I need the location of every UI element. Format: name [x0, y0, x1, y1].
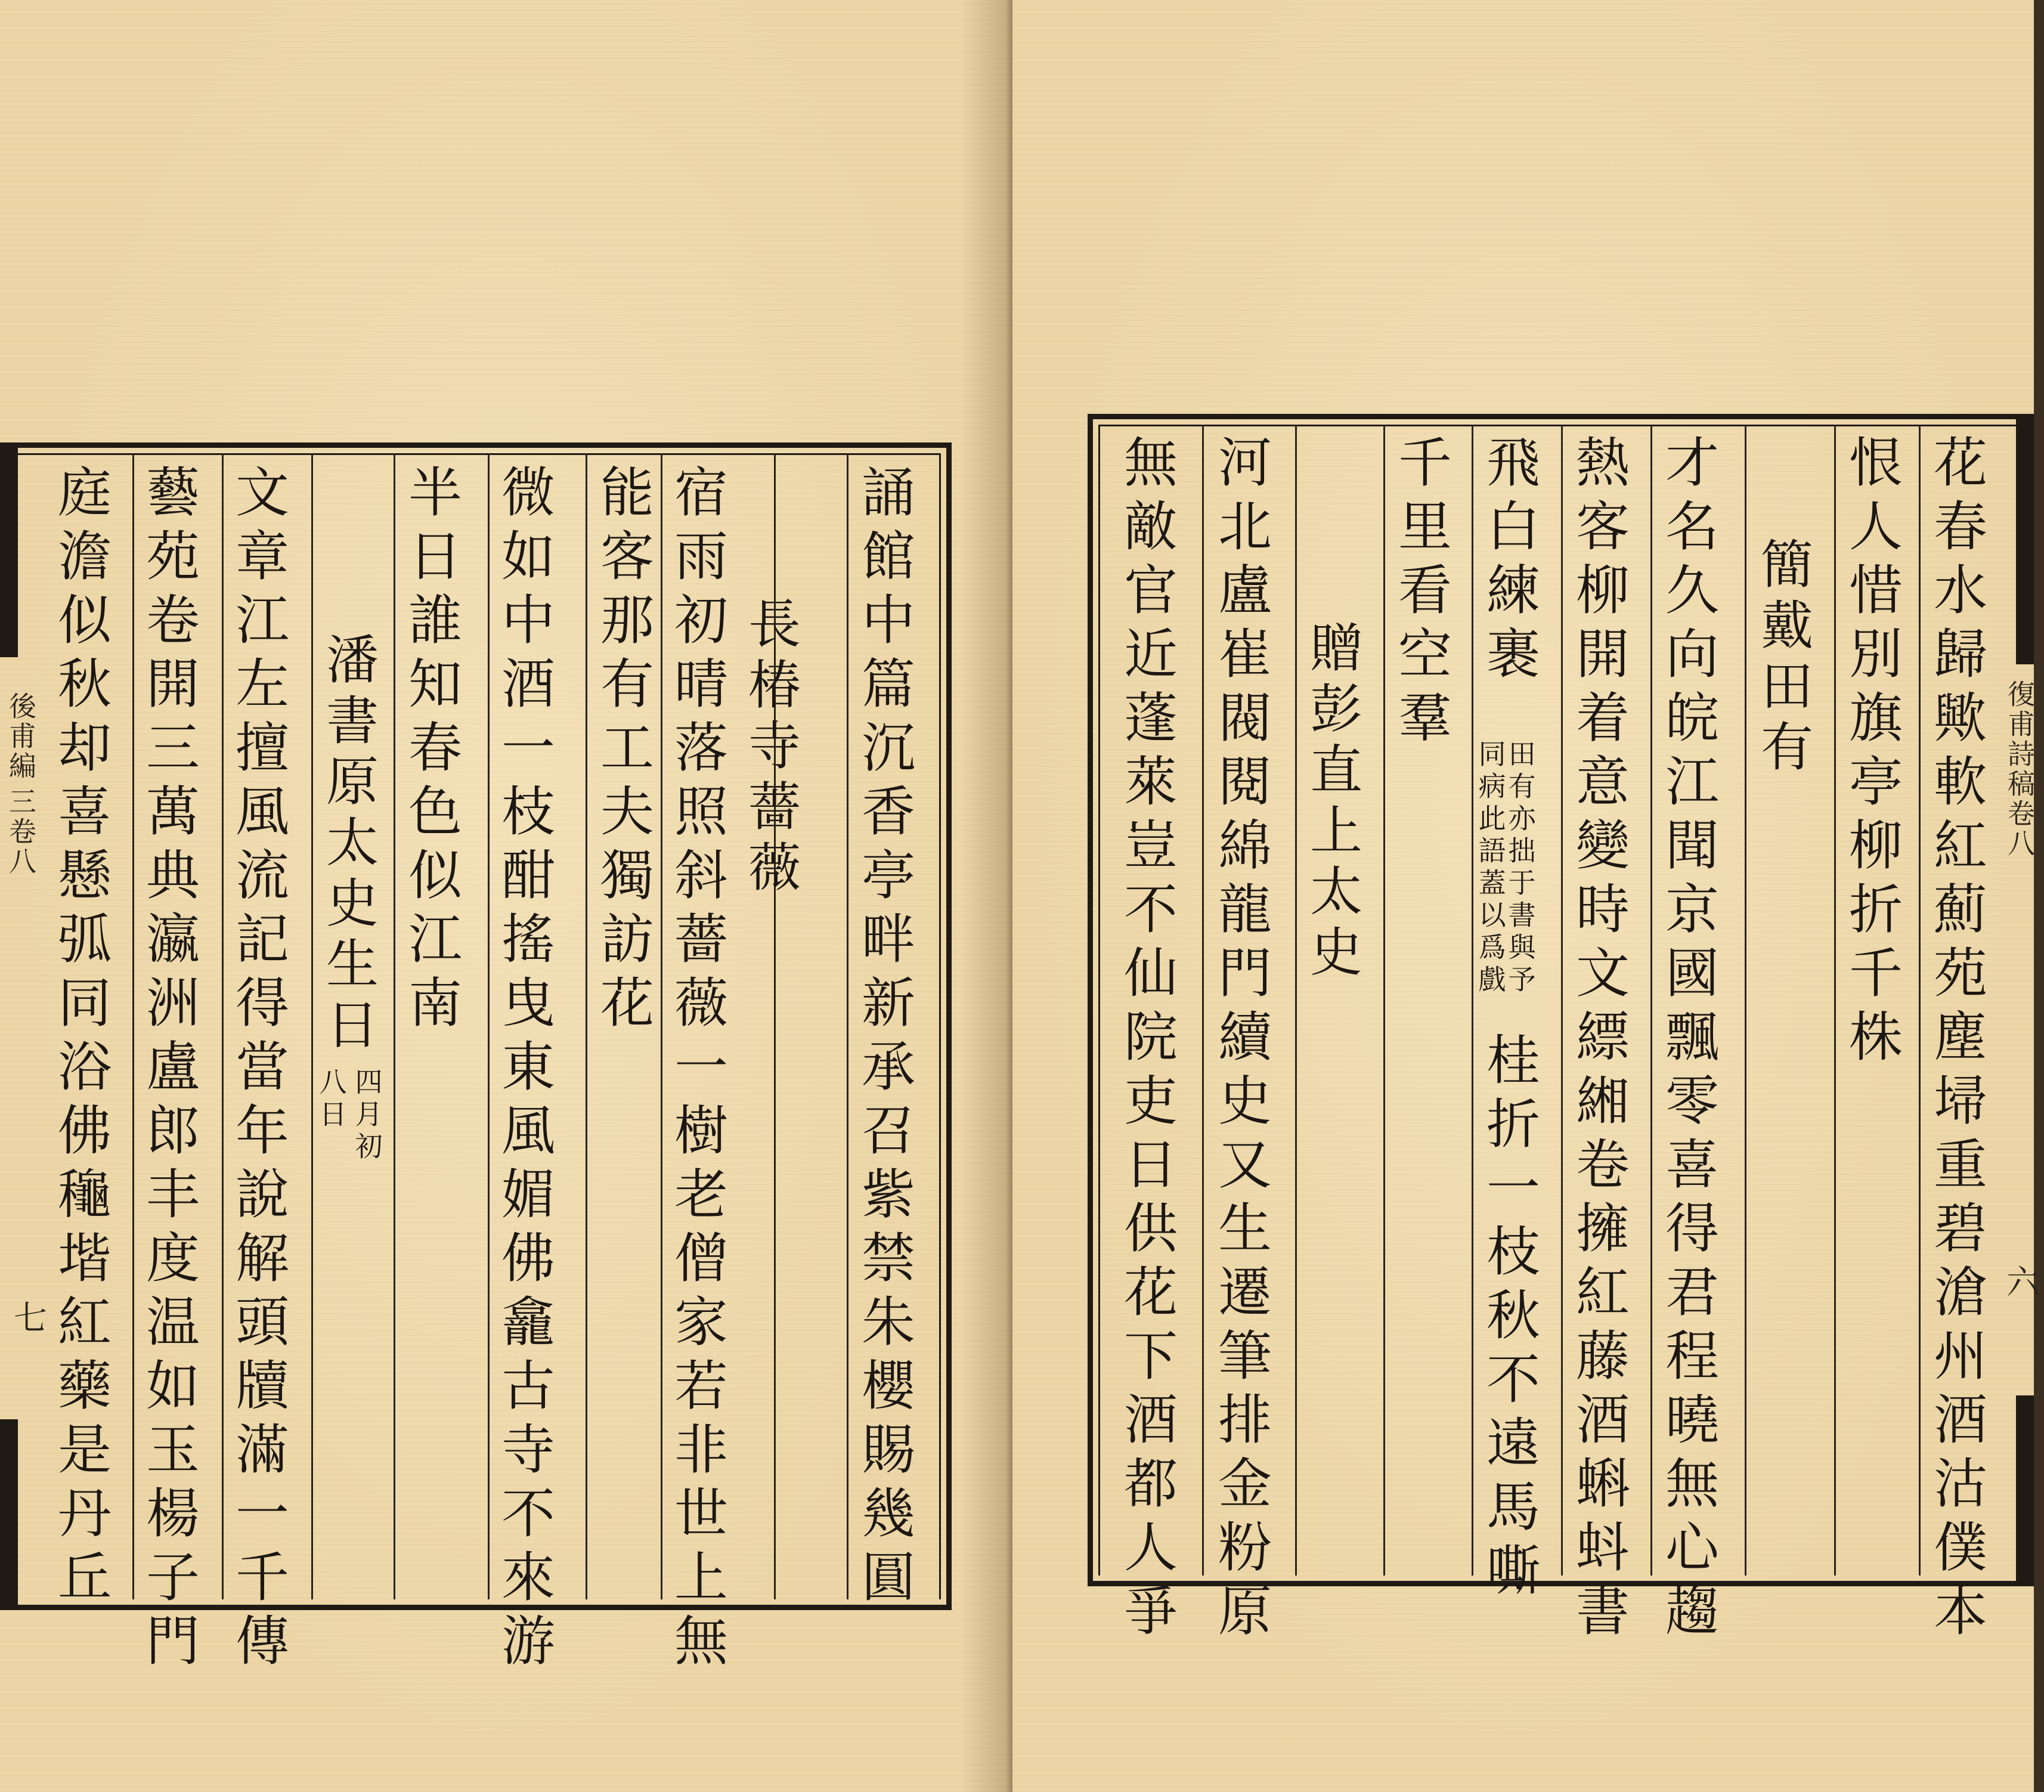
column-rule — [311, 453, 313, 1599]
text-column: 藝苑卷開三萬典瀛洲盧郎丰度温如玉楊子門 — [137, 464, 199, 1676]
right-page — [1012, 0, 2040, 1792]
column-rule — [488, 453, 490, 1599]
text-column: 千里看空羣 — [1389, 434, 1451, 753]
column-rule — [1561, 425, 1563, 1576]
text-column: 河北盧崔閥閱綿龍門續史又生遷筆排金粉原 — [1209, 434, 1271, 1646]
column-rule — [1295, 425, 1297, 1576]
heart-book-title: 復甫詩稿 — [2003, 680, 2036, 799]
heart-juan: 卷八 — [2003, 799, 2036, 859]
text-column: 能客那有工夫獨訪花 — [591, 464, 654, 1038]
text-column: 誦館中篇沉香亭畔新承召紫禁朱櫻賜幾圓 — [852, 464, 915, 1613]
fishtail-top — [2016, 414, 2034, 664]
column-rule — [661, 453, 662, 1599]
column-rule — [1202, 425, 1204, 1576]
column-rule — [1383, 425, 1385, 1576]
text-column: 宿雨初晴落照斜薔薇一樹老僧家若非世上無 — [665, 464, 727, 1676]
right-frame-inner-top — [1098, 425, 2034, 426]
fishtail-bottom — [0, 1419, 18, 1610]
left-frame-inner-top — [0, 453, 941, 455]
column-rule — [1472, 425, 1473, 1576]
heart-leaf-number: 七 — [8, 1300, 47, 1336]
right-frame-inner-left — [1098, 425, 1100, 1576]
text-column: 無敵官近蓬萊豈不仙院吏日供花下酒都人爭 — [1114, 434, 1177, 1646]
column-rule — [1650, 425, 1652, 1576]
poem-title: 簡戴田有 — [1752, 537, 1814, 780]
fishtail-bottom — [2016, 1395, 2034, 1586]
poem-title: 贈彭直上太史 — [1302, 620, 1363, 985]
text-column: 飛白練裹 — [1477, 434, 1540, 689]
left-frame-inner-right — [939, 453, 941, 1599]
column-rule — [586, 453, 587, 1599]
left-page — [0, 0, 1012, 1792]
column-rule — [1919, 425, 1921, 1576]
text-column: 微如中酒一枝酣搖曳東風媚佛龕古寺不來游 — [492, 464, 555, 1676]
heart-leaf-number: 六 — [2001, 1264, 2040, 1300]
column-rule — [132, 453, 134, 1599]
interlinear-note: 四月初 — [351, 1067, 383, 1164]
column-rule — [1834, 425, 1836, 1576]
poem-title: 長椿寺薔薇 — [740, 596, 801, 900]
column-rule — [847, 453, 848, 1599]
text-column: 桂折一枝秋不遠馬嘶 — [1477, 1032, 1540, 1606]
text-column: 庭澹似秋却喜懸弧同浴佛龝堦紅藥是丹丘 — [48, 464, 111, 1613]
interlinear-note: 八日 — [315, 1067, 348, 1132]
text-column: 恨人惜別旗亭柳折千株 — [1839, 434, 1902, 1072]
poem-title: 潘書原太史生日 — [318, 632, 379, 1058]
interlinear-note: 同病此語蓋以爲戲 — [1474, 739, 1507, 997]
interlinear-note: 田有亦拙于書與予 — [1504, 739, 1537, 997]
column-rule — [222, 453, 224, 1599]
text-column: 熱客柳開着意變時文縹緗卷擁紅藤酒蝌蚪書 — [1566, 434, 1629, 1646]
column-rule — [394, 453, 395, 1599]
fishtail-top — [0, 442, 18, 657]
heart-juan: 三卷八 — [5, 787, 37, 877]
text-column: 半日誰知春色似江南 — [399, 464, 462, 1038]
text-column: 花春水歸歟軟紅薊苑塵埽重碧滄州酒沽僕本 — [1924, 434, 1987, 1646]
heart-book-title: 後甫編 — [5, 692, 37, 781]
column-rule — [1745, 425, 1746, 1576]
text-column: 才名久向皖江聞京國飄零喜得君程曉無心趨 — [1656, 434, 1718, 1646]
text-column: 文章江左擅風流記得當年說解頭牘滿一千傳 — [226, 464, 289, 1676]
